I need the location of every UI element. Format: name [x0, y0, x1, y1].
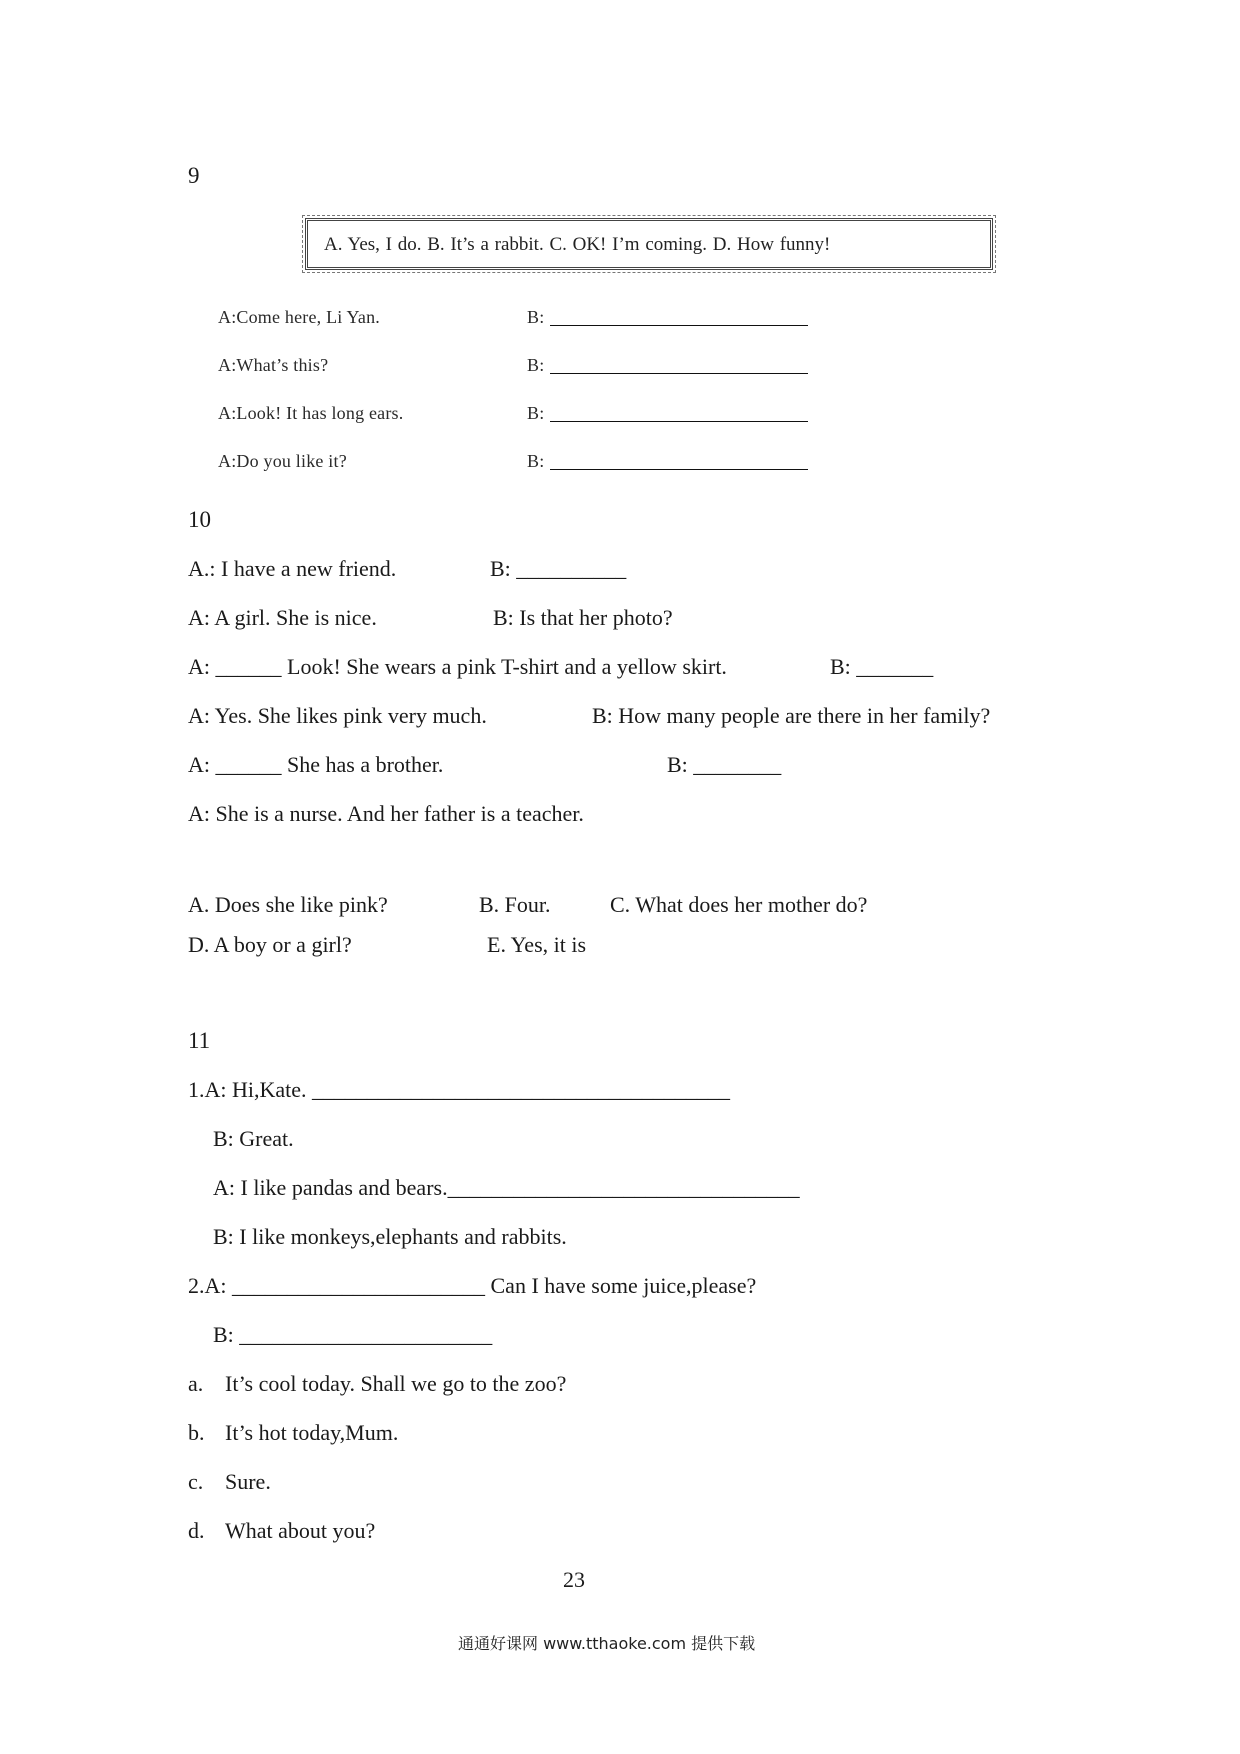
- answer-blank-line: [550, 373, 808, 374]
- footer-text: 通通好课网 www.tthaoke.com 提供下载: [458, 1634, 756, 1653]
- dialogue-a-line: A.: I have a new friend.: [188, 556, 397, 581]
- question-number-9: 9: [188, 163, 200, 188]
- option-b: B. Four.: [479, 892, 551, 917]
- dialogue-a-line: A: ______ Look! She wears a pink T-shirt and a yellow skirt.: [188, 654, 727, 679]
- dialogue-b-line: B: ________: [667, 752, 782, 777]
- dialogue-b-label: B:: [527, 307, 545, 327]
- dialogue-a-line: A:What’s this?: [218, 355, 329, 375]
- dialogue-b-line: B: __________: [490, 556, 627, 581]
- dialogue-a-line: A: ______ She has a brother.: [188, 752, 444, 777]
- answer-blank-line: [550, 421, 808, 422]
- dialogue-b-line: B: Is that her photo?: [493, 605, 673, 630]
- dialogue-a-line: A:Come here, Li Yan.: [218, 307, 380, 327]
- option-c: C. What does her mother do?: [610, 892, 868, 917]
- options-box-text: A. Yes, I do. B. It’s a rabbit. C. OK! I’m coming. D. How funny!: [324, 234, 831, 255]
- choice-letter: d.: [188, 1518, 205, 1543]
- dialogue-b-label: B:: [527, 355, 545, 375]
- choice-text: It’s cool today. Shall we go to the zoo?: [225, 1371, 567, 1396]
- dialogue-line: B: _______________________: [213, 1322, 493, 1347]
- choice-text: Sure.: [225, 1469, 271, 1494]
- choice-text: What about you?: [225, 1518, 376, 1543]
- dialogue-a-line: A: She is a nurse. And her father is a teacher.: [188, 801, 584, 826]
- choice-letter: c.: [188, 1469, 204, 1494]
- dialogue-b-line: B: How many people are there in her family?: [592, 703, 991, 728]
- dialogue-line: 2.A: _______________________ Can I have some juice,please?: [188, 1273, 757, 1298]
- choice-letter: b.: [188, 1420, 205, 1445]
- question-number-11: 11: [188, 1028, 211, 1053]
- dialogue-line: 1.A: Hi,Kate. ______________________________________: [188, 1077, 731, 1102]
- question-number-10: 10: [188, 507, 211, 532]
- option-d: D. A boy or a girl?: [188, 932, 352, 957]
- dialogue-a-line: A:Do you like it?: [218, 451, 347, 471]
- dialogue-b-label: B:: [527, 403, 545, 423]
- dialogue-line: B: Great.: [213, 1126, 294, 1151]
- option-e: E. Yes, it is: [487, 932, 587, 957]
- page-number: 23: [563, 1567, 585, 1592]
- dialogue-a-line: A: Yes. She likes pink very much.: [188, 703, 487, 728]
- choice-letter: a.: [188, 1371, 204, 1396]
- dialogue-b-label: B:: [527, 451, 545, 471]
- options-box: [305, 218, 993, 270]
- dialogue-a-line: A:Look! It has long ears.: [218, 403, 404, 423]
- choice-text: It’s hot today,Mum.: [225, 1420, 399, 1445]
- dialogue-b-line: B: _______: [830, 654, 934, 679]
- option-a: A. Does she like pink?: [188, 892, 388, 917]
- dialogue-line: B: I like monkeys,elephants and rabbits.: [213, 1224, 567, 1249]
- answer-blank-line: [550, 469, 808, 470]
- dialogue-line: A: I like pandas and bears.________________________________: [213, 1175, 800, 1200]
- dialogue-a-line: A: A girl. She is nice.: [188, 605, 377, 630]
- answer-blank-line: [550, 325, 808, 326]
